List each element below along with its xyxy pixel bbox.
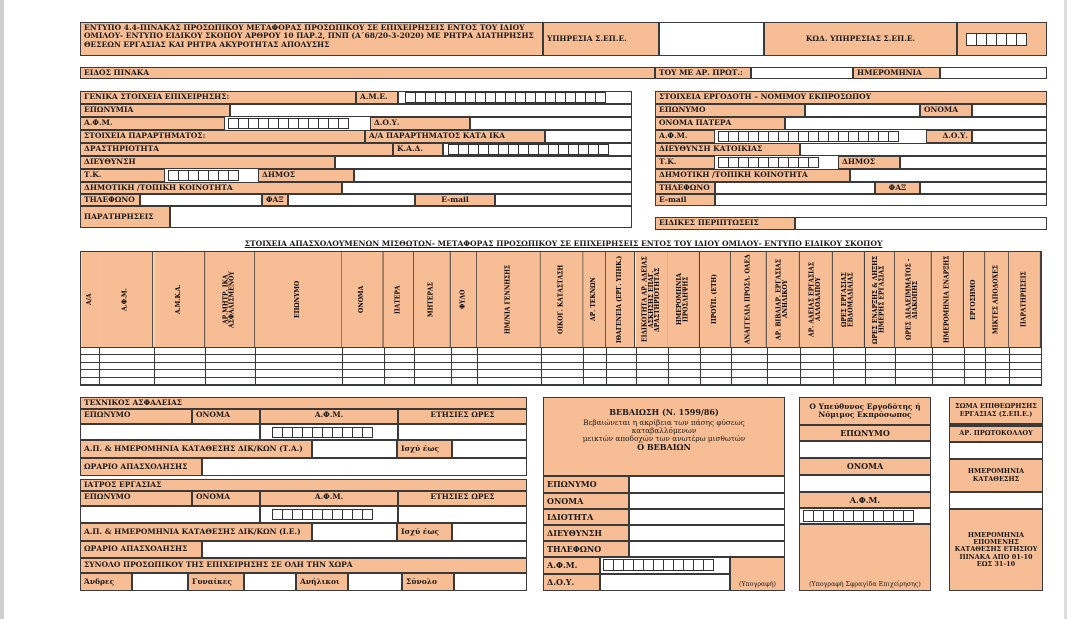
total-staff-label: ΣΥΝΟΛΟ ΠΡΟΣΩΠΙΚΟΥ ΤΗΣ ΕΠΙΧΕΙΡΗΣΗΣ ΣΕ ΟΛΗ ΤΗΝ ΧΩΡΑ <box>80 558 527 573</box>
column-header: Α/Α <box>81 252 99 347</box>
employer-surname-field[interactable] <box>805 104 920 117</box>
responsible-afm-boxes[interactable] <box>803 510 913 522</box>
doctor-ap-field[interactable] <box>312 523 397 541</box>
minors-field[interactable] <box>348 573 402 591</box>
employer-phone-field[interactable] <box>715 182 875 194</box>
service-code-label: ΚΩΔ. ΥΠΗΡΕΣΙΑΣ Σ.ΕΠ.Ε. <box>764 22 957 56</box>
doctor-valid-label: Ισχύ έως <box>397 523 452 541</box>
responsible-name-label: ΟΝΟΜΑ <box>799 458 931 475</box>
special-cases-label: ΕΙΔΙΚΕΣ ΠΕΡΙΠΤΩΣΕΙΣ <box>655 217 795 230</box>
doctor-schedule-field[interactable] <box>202 541 527 558</box>
doctor-schedule-label: ΩΡΑΡΙΟ ΑΠΑΣΧΟΛΗΣΗΣ <box>80 541 202 558</box>
company-section-title: ΓΕΝΙΚΑ ΣΤΟΙΧΕΙΑ ΕΠΙΧΕΙΡΗΣΗΣ: <box>80 91 356 104</box>
responsible-surname-label: ΕΠΩΝΥΜΟ <box>799 425 931 441</box>
cert-afm-label: Α.Φ.Μ. <box>543 557 600 574</box>
certification-line3: μεικτών αποδοχών των ανωτέρω μισθωτών <box>582 433 746 443</box>
column-header: ΠΡΟΫΠ. (ΕΤΗ) <box>700 252 731 347</box>
right-frame <box>1064 0 1067 619</box>
company-fax-field[interactable] <box>288 194 415 206</box>
branch-ika-field[interactable] <box>545 130 632 143</box>
doctor-valid-field[interactable] <box>452 523 527 541</box>
minors-label: Ανήλικοι <box>296 573 348 591</box>
inspection-next-date-label: ΗΜΕΡΟΜΗΝΙΑ ΕΠΟΜΕΝΗΣ ΚΑΤΑΘΕΣΗΣ ΕΤΗΣΙΟΥ ΠΙΝΑΚΑ ΑΠΟ 01-10 ΕΩΣ 31-10 <box>949 509 1043 591</box>
women-field[interactable] <box>244 573 296 591</box>
kad-digits[interactable] <box>448 144 608 155</box>
branch-ika-label: Α/Α ΠΑΡΑΡΤΗΜΑΤΟΣ ΚΑΤΑ ΙΚΑ <box>365 130 545 143</box>
employer-community-field[interactable] <box>850 169 1047 182</box>
doctor-name-label: ΟΝΟΜΑ <box>192 491 260 506</box>
doctor-hours-field[interactable] <box>398 506 527 523</box>
doctor-afm-boxes[interactable] <box>272 509 372 520</box>
safety-tech-label: ΤΕΧΝΙΚΟΣ ΑΣΦΑΛΕΙΑΣ <box>80 397 527 409</box>
company-email-field[interactable] <box>495 194 632 206</box>
employer-section-title: ΣΤΟΙΧΕΙΑ ΕΡΓΟΔΟΤΗ – ΝΟΜΙΜΟΥ ΕΚΠΡΟΣΩΠΟΥ <box>655 91 1047 104</box>
cert-capacity-label: ΙΔΙΟΤΗΤΑ <box>543 509 629 525</box>
kad-label: Κ.Α.Δ. <box>393 143 443 156</box>
column-header: ΠΑΤΕΡΑ <box>384 252 414 347</box>
employer-fax-label: ΦΑΞ <box>875 182 920 194</box>
cert-address-field[interactable] <box>629 525 785 541</box>
cert-name-label: ΟΝΟΜΑ <box>543 493 629 509</box>
responsible-afm-label: Α.Φ.Μ. <box>799 492 931 508</box>
company-afm-boxes[interactable] <box>228 118 348 129</box>
column-header: ΑΡ. ΤΕΚΝΩΝ <box>583 252 606 347</box>
table-row[interactable] <box>81 378 1041 385</box>
cert-signature-area[interactable] <box>730 557 785 591</box>
cert-name-field[interactable] <box>629 493 785 509</box>
safety-ap-label: Α.Π. & ΗΜΕΡΟΜΗΝΙΑ ΚΑΤΑΘΕΣΗΣ ΔΙΚ/ΚΩΝ (Τ.Α.) <box>80 440 312 458</box>
employer-doy-label: Δ.Ο.Υ. <box>926 130 972 143</box>
responsible-signature-area[interactable] <box>799 524 931 591</box>
company-phone-field[interactable] <box>140 194 262 206</box>
employer-phone-label: ΤΗΛΕΦΩΝΟ <box>655 182 715 194</box>
column-header: ΕΡΓΟΣΗΜΟ <box>964 252 985 347</box>
protocol-label: ΤΟΥ ΜΕ ΑΡ. ΠΡΩΤ.: <box>655 67 751 79</box>
column-header: Α.Μ.Κ.Α. <box>154 252 205 347</box>
safety-schedule-field[interactable] <box>202 458 527 476</box>
column-header: ΗΜ/ΝΙΑ ΓΕΝΝΗΣΗΣ <box>477 252 541 347</box>
employer-name-field[interactable] <box>972 104 1047 117</box>
column-header: ΜΙΚΤΕΣ ΑΠΟΔΟΧΕΣ <box>985 252 1009 347</box>
company-doy-field[interactable] <box>470 117 632 130</box>
company-municipality-label: ΔΗΜΟΣ <box>258 169 354 182</box>
column-header: ΙΘΑΓΕΝΕΙΑ (ΕΡΓ. ΥΠΗΚ.) <box>606 252 635 347</box>
table-row[interactable] <box>81 363 1041 370</box>
company-municipality-field[interactable] <box>354 169 632 182</box>
company-name-field[interactable] <box>230 104 632 117</box>
employer-municipality-label: ΔΗΜΟΣ <box>838 156 900 169</box>
ame-digits[interactable] <box>405 92 605 103</box>
company-afm-label: Α.Φ.Μ. <box>80 117 225 130</box>
branch-label: ΣΤΟΙΧΕΙΑ ΠΑΡΑΡΤΗΜΑΤΟΣ: <box>80 130 365 143</box>
employer-surname-label: ΕΠΩΝΥΜΟ <box>655 104 805 117</box>
responsible-title: Ο Υπεύθυνος Εργοδότης ή Νόμιμος Εκπρόσωπος <box>799 397 931 425</box>
column-header: ΑΡ.ΜΗΤΡ. ΙΚΑ ΑΣΦΑΛΙΣΜΕΝΟΥ <box>205 252 255 347</box>
special-cases-field[interactable] <box>795 217 1047 230</box>
safety-afm-label: Α.Φ.Μ. <box>260 409 398 424</box>
cert-signature-label: (Υπογραφή) <box>739 581 776 589</box>
service-code-digits[interactable] <box>966 33 1026 46</box>
inspection-protocol-label: ΑΡ. ΠΡΩΤΟΚΟΛΛΟΥ <box>949 426 1043 442</box>
sum-field[interactable] <box>454 573 527 591</box>
doctor-hours-label: ΕΤΗΣΙΕΣ ΩΡΕΣ <box>398 491 527 506</box>
doctor-afm-label: Α.Φ.Μ. <box>260 491 398 506</box>
company-email-label: E-mail <box>415 194 495 206</box>
responsible-signature-label: (Υπογραφή Σφραγίδα Επιχείρησης) <box>809 581 921 589</box>
sum-label: Σύνολο <box>402 573 454 591</box>
certifier-label: Ο ΒΕΒΑΙΩΝ <box>637 441 691 452</box>
table-type-label: ΕΙΔΟΣ ΠΙΝΑΚΑ <box>80 67 655 79</box>
employer-community-label: ΔΗΜΟΤΙΚΗ /ΤΟΠΙΚΗ ΚΟΙΝΟΤΗΤΑ <box>655 169 850 182</box>
safety-ap-field[interactable] <box>312 440 397 458</box>
cert-capacity-field[interactable] <box>629 509 785 525</box>
column-header: ΦΥΛΟ <box>451 252 477 347</box>
certification-line1: Βεβαιώνεται η ακρίβεια των πάσης φύσεως <box>583 417 745 427</box>
certification-title: ΒΕΒΑΙΩΣΗ (Ν. 1599/86) <box>609 407 719 417</box>
date-field[interactable] <box>940 67 1047 79</box>
cert-phone-field[interactable] <box>629 541 785 557</box>
cert-afm-boxes[interactable] <box>603 559 713 571</box>
company-name-label: ΕΠΩΝΥΜΙΑ <box>80 104 230 117</box>
column-header: ΕΙΔΙΚΟΤΗΤΑ ΑΡ. ΑΔΕΙΑΣ ΑΣΚΗΣΗΣ ΕΠΑΓ. ΔΡΑΣΤΗΡΙΟΤΗΤΑΣ <box>636 252 669 347</box>
doctor-surname-label: ΕΠΩΝΥΜΟ <box>80 491 192 506</box>
men-label: Άνδρες <box>80 573 132 591</box>
safety-afm-boxes[interactable] <box>272 427 372 438</box>
inspection-filing-date-field[interactable] <box>949 492 1043 509</box>
company-address-label: ΔΙΕΥΘΥΝΣΗ <box>80 156 335 169</box>
column-header: ΕΠΩΝΥΜΟ <box>255 252 342 347</box>
responsible-name-field[interactable] <box>799 475 931 492</box>
column-header: ΗΜΕΡΟΜΗΝΙΑ ΕΝΑΡΞΗΣ <box>932 252 964 347</box>
doctor-label: ΙΑΤΡΟΣ ΕΡΓΑΣΙΑΣ <box>80 479 527 491</box>
company-doy-label: Δ.Ο.Υ. <box>370 117 470 130</box>
column-header: ΠΑΡΑΤΗΡΗΣΕΙΣ <box>1009 252 1041 347</box>
employees-title-text: ΣΤΟΙΧΕΙΑ ΑΠΑΣΧΟΛΟΥΜΕΝΩΝ ΜΙΣΘΩΤΩΝ- ΜΕΤΑΦΟΡΑΣ ΠΡΟΣΩΠΙΚΟΥ ΣΕ ΕΠΙΧΕΙΡΗΣΕΙΣ ΕΝΤΟΣ ΤΟΥ ΙΔΙΟΥ ΟΜΙΛΟΥ- ΕΝΤΥΠΟ ΕΙΔΙΚΟΥ ΣΚΟΠΟΥ <box>244 240 883 248</box>
inspection-protocol-field[interactable] <box>949 442 1043 459</box>
cert-doy-field[interactable] <box>600 574 730 591</box>
employer-father-field[interactable] <box>785 117 1047 130</box>
date-label: ΗΜΕΡΟΜΗΝΙΑ <box>853 67 940 79</box>
employer-fax-field[interactable] <box>920 182 1047 194</box>
company-community-label: ΔΗΜΟΤΙΚΗ /ΤΟΠΙΚΗ ΚΟΙΝΟΤΗΤΑ <box>80 182 342 194</box>
doctor-ap-label: Α.Π. & ΗΜΕΡΟΜΗΝΙΑ ΚΑΤΑΘΕΣΗΣ ΔΙΚ/ΚΩΝ (Ι.Ε.) <box>80 523 312 541</box>
employees-table <box>80 251 1042 386</box>
left-frame <box>0 0 4 619</box>
cert-doy-label: Δ.Ο.Υ. <box>543 574 600 591</box>
safety-name-field[interactable] <box>80 424 260 440</box>
column-header: ΟΝΟΜΑ <box>342 252 384 347</box>
safety-schedule-label: ΩΡΑΡΙΟ ΑΠΑΣΧΟΛΗΣΗΣ <box>80 458 202 476</box>
company-tk-label: Τ.Κ. <box>80 169 165 182</box>
column-header: Α.Φ.Μ. <box>99 252 153 347</box>
inspection-filing-date-label: ΗΜΕΡΟΜΗΝΙΑ ΚΑΤΑΘΕΣΗΣ <box>949 459 1043 492</box>
table-row[interactable] <box>81 370 1041 377</box>
employer-afm-label: Α.Φ.Μ. <box>655 130 715 143</box>
remarks-label: ΠΑΡΑΤΗΡΗΣΕΙΣ <box>80 206 170 228</box>
column-header: ΑΝΑΓΓΕΛΙΑ ΠΡΟΣΛ. ΟΑΕΔ <box>731 252 767 347</box>
safety-name-label: ΟΝΟΜΑ <box>192 409 260 424</box>
activity-label: ΔΡΑΣΤΗΡΙΟΤΗΤΑ <box>80 143 393 156</box>
cert-address-label: ΔΙΕΥΘΥΝΣΗ <box>543 525 629 541</box>
safety-surname-label: ΕΠΩΝΥΜΟ <box>80 409 192 424</box>
employees-section-title <box>80 240 1047 251</box>
safety-valid-field[interactable] <box>452 440 527 458</box>
employer-afm-boxes[interactable] <box>718 131 898 142</box>
company-community-field[interactable] <box>342 182 632 194</box>
employer-tk-boxes[interactable] <box>718 157 818 168</box>
column-header: ΗΜΕΡΟΜΗΝΙΑ ΠΡΟΣΛΗΨΗΣ <box>668 252 700 347</box>
safety-valid-label: Ισχύ έως <box>397 440 452 458</box>
company-fax-label: ΦΑΞ <box>262 194 288 206</box>
certification-line2: καταβαλλόμενων <box>631 425 697 435</box>
service-label: ΥΠΗΡΕΣΙΑ Σ.ΕΠ.Ε. <box>543 22 659 56</box>
column-header: ΩΡΕΣ ΔΙΑΛΕΙΜΜΑΤΟΣ - ΔΙΑΚΟΠΗΣ <box>895 252 932 347</box>
employer-address-label: ΔΙΕΥΘΥΝΣΗ ΚΑΤΟΙΚΙΑΣ <box>655 143 800 156</box>
table-row[interactable] <box>81 355 1041 362</box>
ame-label: Α.Μ.Ε. <box>356 91 398 104</box>
column-header: ΑΡ. ΒΙΒΛΙΑΡ. ΕΡΓΑΣΙΑΣ ΑΝΗΛΙΚΟΥ <box>767 252 800 347</box>
employer-tk-label: Τ.Κ. <box>655 156 715 169</box>
remarks-field[interactable] <box>170 206 632 228</box>
doctor-name-field[interactable] <box>80 506 260 523</box>
safety-hours-field[interactable] <box>398 424 527 440</box>
employer-doy-field[interactable] <box>972 130 1047 143</box>
men-field[interactable] <box>132 573 188 591</box>
column-header: ΟΙΚΟΓ. ΚΑΤΑΣΤΑΣΗ <box>541 252 584 347</box>
employer-name-label: ΟΝΟΜΑ <box>920 104 972 117</box>
certification-box <box>543 397 785 476</box>
safety-hours-label: ΕΤΗΣΙΕΣ ΩΡΕΣ <box>398 409 527 424</box>
protocol-field[interactable] <box>751 67 853 79</box>
employer-municipality-field[interactable] <box>900 156 1047 169</box>
employer-address-field[interactable] <box>800 143 1047 156</box>
cert-phone-label: ΤΗΛΕΦΩΝΟ <box>543 541 629 557</box>
inspection-body-label: ΣΩΜΑ ΕΠΙΘΕΩΡΗΣΗΣ ΕΡΓΑΣΙΑΣ (Σ.ΕΠ.Ε.) <box>949 397 1043 424</box>
table-row[interactable] <box>81 348 1041 355</box>
employer-father-label: ΟΝΟΜΑ ΠΑΤΕΡΑ <box>655 117 785 130</box>
employer-email-label: E-mail <box>655 194 715 206</box>
company-address-field[interactable] <box>335 156 632 169</box>
column-header: ΑΡ. ΑΔΕΙΑΣ ΕΡΓΑΣΙΑΣ ΑΛΛΟΔΑΠΟΥ <box>800 252 833 347</box>
service-field[interactable] <box>659 22 764 56</box>
column-header: ΩΡΕΣ ΕΝΑΡΞΗΣ & ΛΗΞΗΣ ΗΜΕΡΗΣ ΕΡΓΑΣΙΑΣ <box>865 252 895 347</box>
form-title: ΕΝΤΥΠΟ 4.4-ΠΙΝΑΚΑΣ ΠΡΟΣΩΠΙΚΟΥ ΜΕΤΑΦΟΡΑΣ ΠΡΟΣΩΠΙΚΟΥ ΣΕ ΕΠΙΧΕΙΡΗΣΕΙΣ ΕΝΤΟΣ ΤΟΥ ΙΔΙΟΥ ΟΜΙΛΟΥ- ΕΝΤΥΠΟ ΕΙΔΙΚΟΥ ΣΚΟΠΟΥ ΑΡΘΡΟΥ 10 ΠΑΡ.2, ΠΝΠ (Α΄68/20-3-2020) ΜΕ ΡΗΤΡΑ ΔΙΑΤΗΡΗΣΗΣ ΘΕΣΕΩΝ ΕΡΓΑΣΙΑΣ ΚΑΙ ΡΗΤΡΑ ΑΚΥΡΟΤΗΤΑΣ ΑΠΟΛΥΣΗΣ <box>80 22 543 56</box>
company-phone-label: ΤΗΛΕΦΩΝΟ <box>80 194 140 206</box>
employer-email-field[interactable] <box>715 194 1047 206</box>
women-label: Γυναίκες <box>188 573 244 591</box>
column-header: ΩΡΕΣ ΕΡΓΑΣΙΑΣ ΕΒΔΟΜΑΔΙΑΙΑΣ <box>833 252 865 347</box>
cert-surname-field[interactable] <box>629 476 785 493</box>
cert-surname-label: ΕΠΩΝΥΜΟ <box>543 476 629 493</box>
column-header: ΜΗΤΕΡΑΣ <box>414 252 451 347</box>
responsible-surname-field[interactable] <box>799 441 931 458</box>
company-tk-boxes[interactable] <box>168 170 238 181</box>
